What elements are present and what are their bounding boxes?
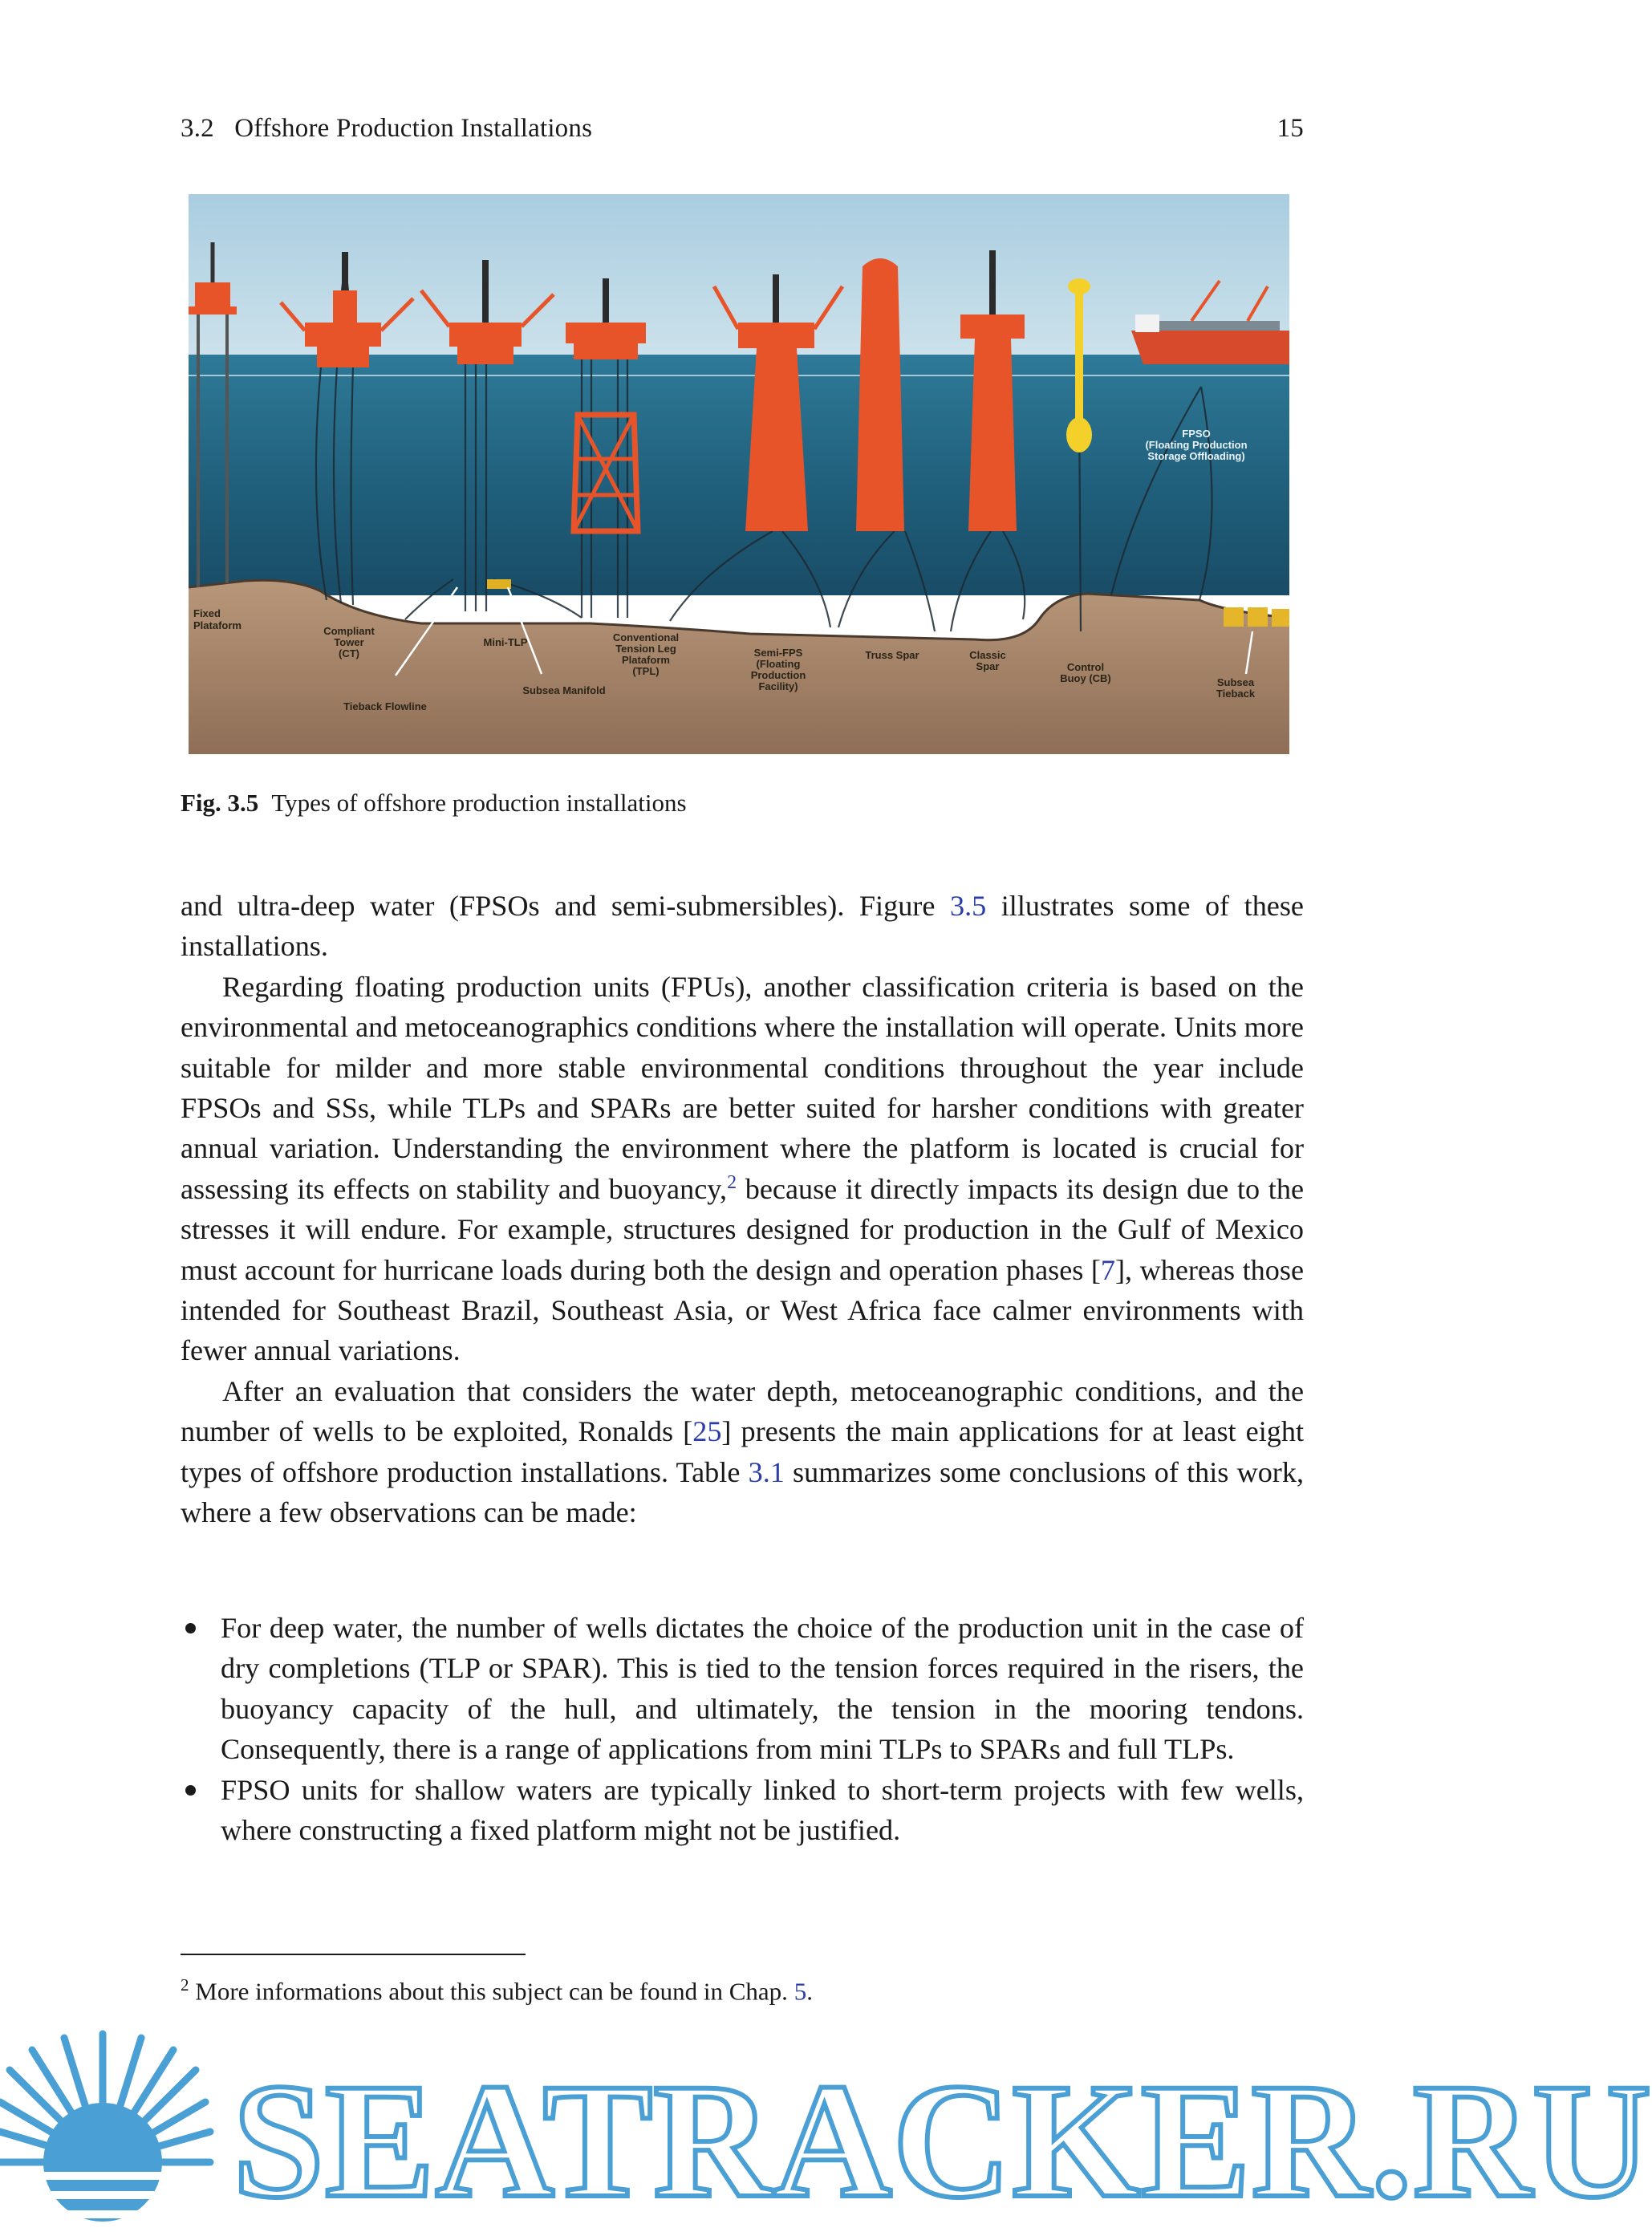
figure-caption-text: Types of offshore production installations [271, 789, 687, 817]
watermark-text: SEATRACKER.RU [233, 2050, 1652, 2232]
bullet-list [181, 1608, 1304, 1850]
footnote-mark: 2 [181, 1975, 189, 1995]
section-title: 3.2 Offshore Production Installations [181, 114, 593, 143]
body-text [181, 886, 1304, 1533]
label-truss-spar: Truss Spar [865, 649, 919, 661]
label-fixed-platform: Fixed Plataform [193, 607, 242, 631]
chapter-reference-link[interactable]: 5 [794, 1977, 807, 2006]
figure-number: Fig. 3.5 [181, 789, 259, 817]
bullet-icon [185, 1785, 196, 1796]
table-reference-link[interactable]: 3.1 [748, 1455, 785, 1488]
label-conventional-tlp: Conventional Tension Leg Plataform (TPL) [612, 631, 680, 677]
citation-link[interactable]: 7 [1100, 1253, 1115, 1286]
seabed [189, 580, 1289, 754]
footnote-reference-link[interactable]: 2 [727, 1171, 737, 1193]
label-subsea-manifold: Subsea Manifold [522, 684, 606, 696]
citation-link[interactable]: 25 [692, 1415, 722, 1448]
page-number: 15 [1277, 114, 1304, 143]
label-classic-spar: Classic Spar [969, 649, 1006, 672]
running-head [181, 114, 1304, 151]
label-tieback-flowline: Tieback Flowline [343, 700, 427, 712]
figure-caption [181, 789, 687, 818]
figure-offshore-installations [189, 194, 1289, 754]
label-subsea-tieback: Subsea Tieback [1216, 676, 1256, 700]
list-item: For deep water, the number of wells dictates the choice of the production unit in the case of dry completions (TLP or SPAR). This is tied to the tension forces required in the risers, the buoyancy capacity of the hull, and ultimately, the tension in the mooring tendons. Consequently, there is a range of applications from mini TLPs to SPARs and full TLPs. [181, 1608, 1304, 1770]
footnote: $^2$ More informations about this subject can be found in Chap. 5. [181, 1975, 813, 2006]
list-item: FPSO units for shallow waters are typically linked to short-term projects with few wells, where constructing a fixed platform might not be justified. [181, 1770, 1304, 1851]
truss-spar-structure [856, 258, 904, 531]
paragraph: Regarding floating production units (FPUs), another classification criteria is based on the environmental and metoceanographics conditions where the installation will operate. Units more suitable for milder and more stable environmental conditions throughout the year include FPSOs and SSs, while TLPs and SPARs are better suited for harsher conditions with greater annual variation. Understanding the environment where the platform is located is crucial for assessing its effects on stability and buoyancy,$^2$ because it directly impacts its design due to the stresses it will endure. For example, structures designed for production in the Gulf of Mexico must account for hurricane loads during both the design and operation phases [7], whereas those intended for Southeast Brazil, Southeast Asia, or West Africa face calmer environments with fewer annual variations. [181, 970, 1305, 1367]
bullet-icon [185, 1623, 196, 1633]
label-fpso: FPSO (Floating Production Storage Offloading) [1145, 428, 1248, 462]
label-control-buoy: Control Buoy (CB) [1060, 661, 1111, 684]
label-compliant-tower: Compliant Tower (CT) [323, 625, 375, 659]
label-mini-tlp: Mini-TLP [483, 636, 528, 648]
figure-reference-link[interactable]: 3.5 [949, 890, 987, 922]
paragraph: and ultra-deep water (FPSOs and semi-submersibles). Figure 3.5 illustrates some of these installations. [181, 890, 1304, 963]
subsea-tieback-structure [1224, 607, 1289, 627]
footnote-divider [181, 1954, 526, 1955]
sea [189, 355, 1289, 595]
label-semi-fps: Semi-FPS (Floating Production Facility) [750, 647, 806, 692]
paragraph: After an evaluation that considers the water depth, metoceanographic conditions, and the number of wells to be exploited, Ronalds [25] presents the main applications for at least eight types of offshore production installations. Table 3.1 summarizes some conclusions of this work, where a few observations can be made: [181, 1374, 1305, 1529]
